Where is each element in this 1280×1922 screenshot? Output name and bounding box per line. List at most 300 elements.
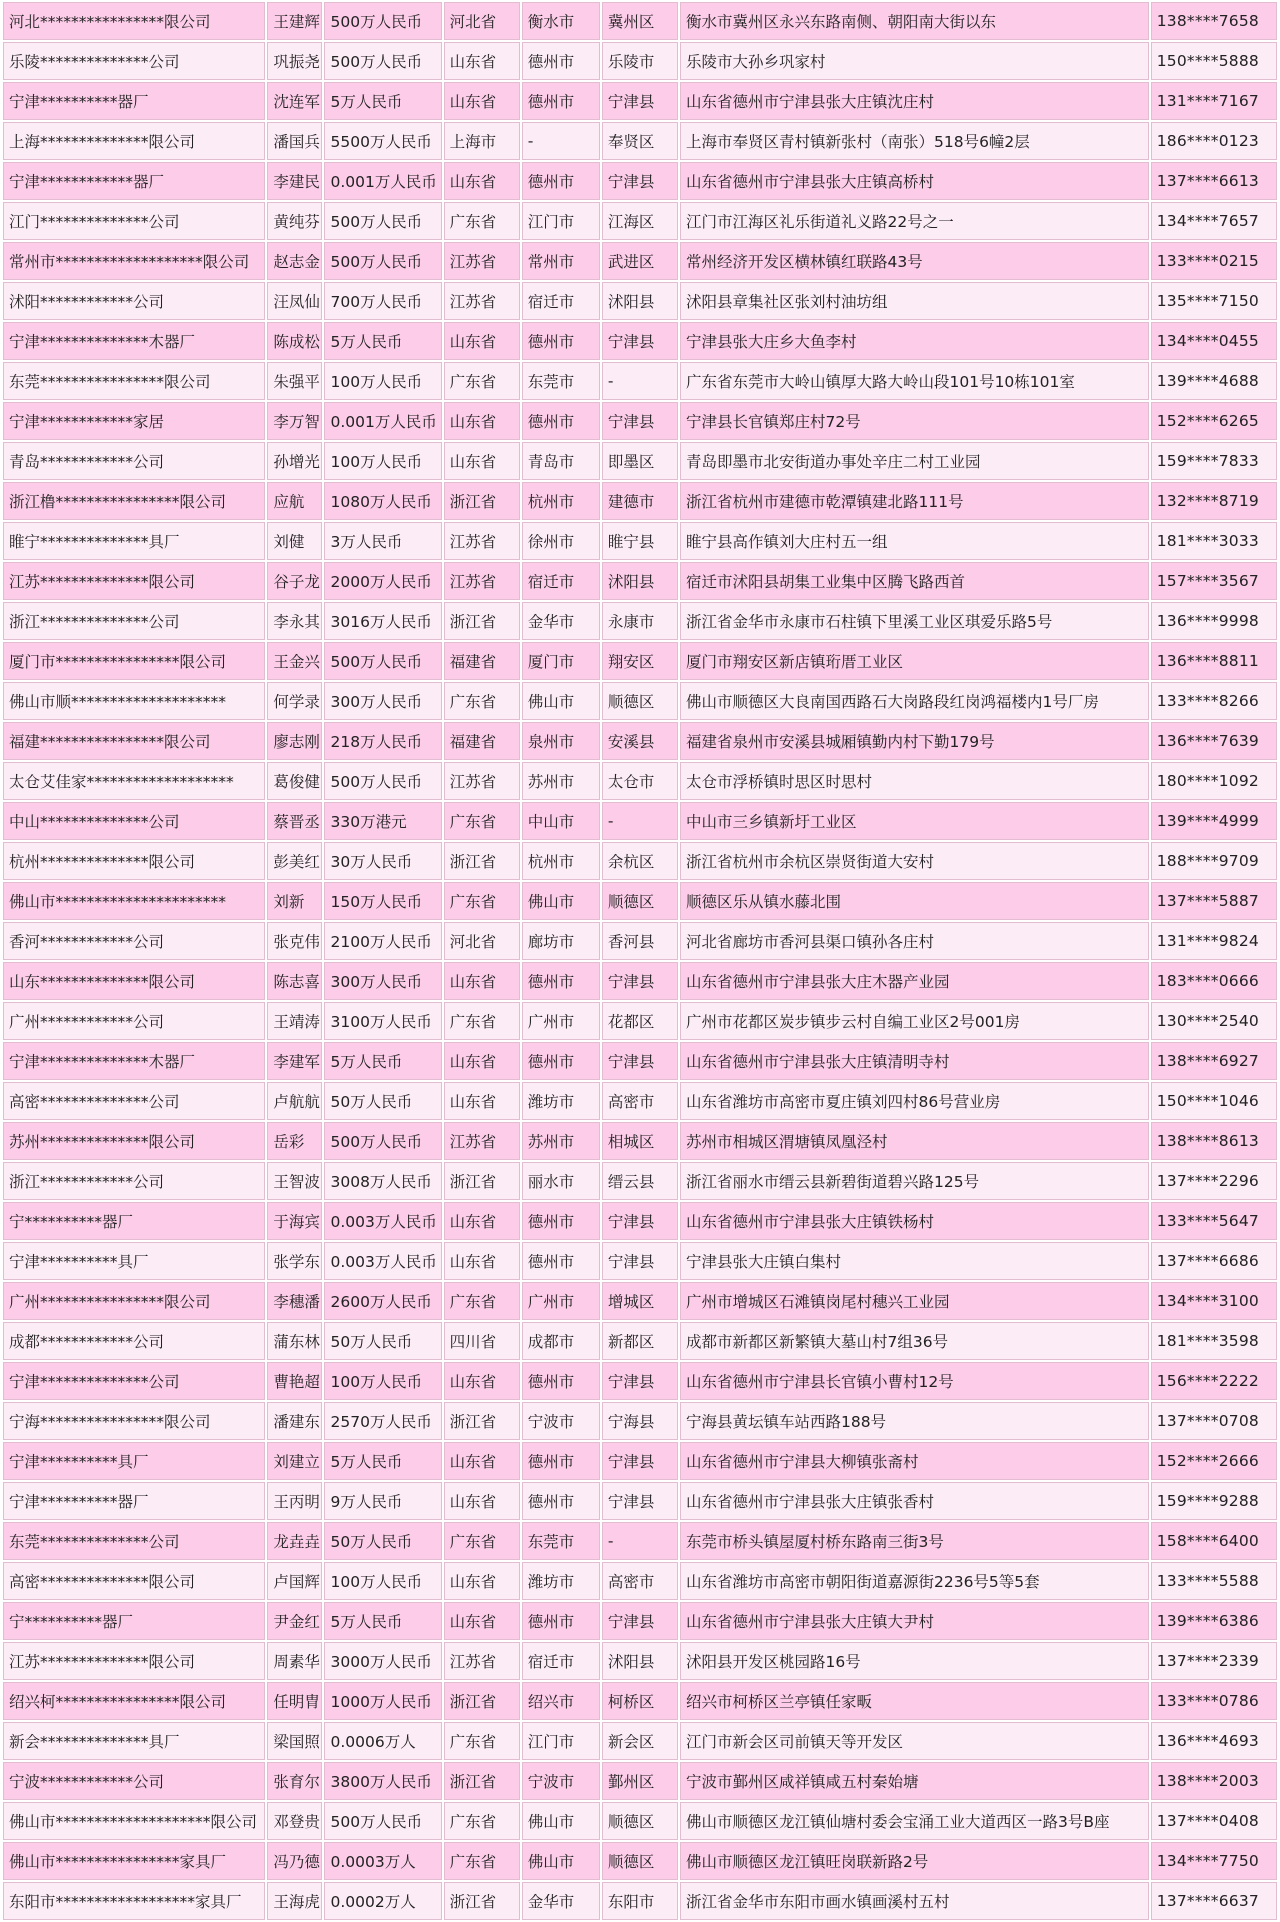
district-cell: 增城区 (602, 1282, 678, 1320)
city-cell: 佛山市 (522, 1842, 600, 1880)
company-name-cell: 中山**************公司 (3, 802, 265, 840)
table-row (3, 42, 1277, 80)
registered-capital-cell: 500万人民币 (324, 1122, 441, 1160)
company-name-cell: 广州************公司 (3, 1002, 265, 1040)
city-cell: 潍坊市 (522, 1562, 600, 1600)
registered-capital-cell: 3800万人民币 (324, 1762, 441, 1800)
city-cell: 德州市 (522, 962, 600, 1000)
company-name-cell: 沭阳************公司 (3, 282, 265, 320)
table-row (3, 1882, 1277, 1920)
contact-name-cell: 赵志金 (267, 242, 322, 280)
table-row (3, 2, 1277, 40)
district-cell: 新都区 (602, 1322, 678, 1360)
registered-capital-cell: 330万港元 (324, 802, 441, 840)
company-name-cell: 苏州**************限公司 (3, 1122, 265, 1160)
company-name-cell: 广州****************限公司 (3, 1282, 265, 1320)
province-cell: 山东省 (444, 1362, 520, 1400)
contact-name-cell: 谷子龙 (267, 562, 322, 600)
phone-cell: 134****3100 (1151, 1282, 1277, 1320)
city-cell: 东莞市 (522, 362, 600, 400)
address-cell: 山东省潍坊市高密市朝阳街道嘉源街2236号5等5套 (680, 1562, 1149, 1600)
district-cell: 武进区 (602, 242, 678, 280)
phone-cell: 138****2003 (1151, 1762, 1277, 1800)
address-cell: 厦门市翔安区新店镇珩厝工业区 (680, 642, 1149, 680)
company-name-cell: 东莞**************公司 (3, 1522, 265, 1560)
phone-cell: 188****9709 (1151, 842, 1277, 880)
address-cell: 山东省德州市宁津县张大庄镇铁杨村 (680, 1202, 1149, 1240)
district-cell: 顺德区 (602, 1842, 678, 1880)
province-cell: 山东省 (444, 402, 520, 440)
district-cell: 睢宁县 (602, 522, 678, 560)
address-cell: 太仓市浮桥镇时思区时思村 (680, 762, 1149, 800)
table-row (3, 882, 1277, 920)
table-row (3, 1562, 1277, 1600)
district-cell: 顺德区 (602, 1802, 678, 1840)
table-row (3, 1682, 1277, 1720)
district-cell: 沭阳县 (602, 562, 678, 600)
contact-name-cell: 汪凤仙 (267, 282, 322, 320)
phone-cell: 133****5588 (1151, 1562, 1277, 1600)
table-row (3, 1762, 1277, 1800)
address-cell: 青岛即墨市北安街道办事处辛庄二村工业园 (680, 442, 1149, 480)
district-cell: 安溪县 (602, 722, 678, 760)
address-cell: 沭阳县章集社区张刘村油坊组 (680, 282, 1149, 320)
registered-capital-cell: 30万人民币 (324, 842, 441, 880)
province-cell: 江苏省 (444, 1642, 520, 1680)
city-cell: 宁波市 (522, 1762, 600, 1800)
registered-capital-cell: 500万人民币 (324, 242, 441, 280)
address-cell: 衡水市冀州区永兴东路南侧、朝阳南大街以东 (680, 2, 1149, 40)
district-cell: 沭阳县 (602, 1642, 678, 1680)
province-cell: 广东省 (444, 1522, 520, 1560)
province-cell: 广东省 (444, 1802, 520, 1840)
contact-name-cell: 王金兴 (267, 642, 322, 680)
table-row (3, 1162, 1277, 1200)
city-cell: 厦门市 (522, 642, 600, 680)
table-row (3, 562, 1277, 600)
contact-name-cell: 李建军 (267, 1042, 322, 1080)
registered-capital-cell: 150万人民币 (324, 882, 441, 920)
district-cell: 宁津县 (602, 1482, 678, 1520)
table-row (3, 1482, 1277, 1520)
district-cell: 鄞州区 (602, 1762, 678, 1800)
phone-cell: 139****4688 (1151, 362, 1277, 400)
contact-name-cell: 潘国兵 (267, 122, 322, 160)
contact-name-cell: 王靖涛 (267, 1002, 322, 1040)
phone-cell: 134****7657 (1151, 202, 1277, 240)
city-cell: 佛山市 (522, 1802, 600, 1840)
registered-capital-cell: 500万人民币 (324, 202, 441, 240)
phone-cell: 138****7658 (1151, 2, 1277, 40)
company-name-cell: 高密**************限公司 (3, 1562, 265, 1600)
address-cell: 浙江省丽水市缙云县新碧街道碧兴路125号 (680, 1162, 1149, 1200)
phone-cell: 136****8811 (1151, 642, 1277, 680)
district-cell: 奉贤区 (602, 122, 678, 160)
registered-capital-cell: 500万人民币 (324, 1802, 441, 1840)
city-cell: 宁波市 (522, 1402, 600, 1440)
registered-capital-cell: 3016万人民币 (324, 602, 441, 640)
address-cell: 广东省东莞市大岭山镇厚大路大岭山段101号10栋101室 (680, 362, 1149, 400)
contact-name-cell: 卢航航 (267, 1082, 322, 1120)
province-cell: 山东省 (444, 1242, 520, 1280)
province-cell: 山东省 (444, 1482, 520, 1520)
address-cell: 宁波市鄞州区咸祥镇咸五村秦始塘 (680, 1762, 1149, 1800)
city-cell: 宿迁市 (522, 562, 600, 600)
registered-capital-cell: 0.0006万人 (324, 1722, 441, 1760)
province-cell: 山东省 (444, 1042, 520, 1080)
city-cell: 佛山市 (522, 882, 600, 920)
company-name-cell: 宁津**********器厂 (3, 82, 265, 120)
registered-capital-cell: 0.003万人民币 (324, 1242, 441, 1280)
registered-capital-cell: 5万人民币 (324, 1602, 441, 1640)
contact-name-cell: 葛俊健 (267, 762, 322, 800)
company-name-cell: 福建****************限公司 (3, 722, 265, 760)
district-cell: 花都区 (602, 1002, 678, 1040)
address-cell: 福建省泉州市安溪县城厢镇勤内村下勤179号 (680, 722, 1149, 760)
contact-name-cell: 陈成松 (267, 322, 322, 360)
company-name-cell: 宁**********器厂 (3, 1602, 265, 1640)
address-cell: 佛山市顺德区龙江镇旺岗联新路2号 (680, 1842, 1149, 1880)
company-name-cell: 宁津**********具厂 (3, 1242, 265, 1280)
phone-cell: 181****3598 (1151, 1322, 1277, 1360)
registered-capital-cell: 3万人民币 (324, 522, 441, 560)
province-cell: 广东省 (444, 1842, 520, 1880)
city-cell: 德州市 (522, 1482, 600, 1520)
phone-cell: 186****0123 (1151, 122, 1277, 160)
city-cell: 成都市 (522, 1322, 600, 1360)
phone-cell: 135****7150 (1151, 282, 1277, 320)
district-cell: 冀州区 (602, 2, 678, 40)
phone-cell: 139****6386 (1151, 1602, 1277, 1640)
address-cell: 山东省德州市宁津县张大庄镇清明寺村 (680, 1042, 1149, 1080)
registered-capital-cell: 218万人民币 (324, 722, 441, 760)
company-name-cell: 江苏**************限公司 (3, 1642, 265, 1680)
contact-name-cell: 任明胄 (267, 1682, 322, 1720)
address-cell: 沭阳县开发区桃园路16号 (680, 1642, 1149, 1680)
contact-name-cell: 彭美红 (267, 842, 322, 880)
company-name-cell: 佛山市********************限公司 (3, 1802, 265, 1840)
contact-name-cell: 李穗潘 (267, 1282, 322, 1320)
city-cell: 德州市 (522, 322, 600, 360)
address-cell: 顺德区乐从镇水藤北围 (680, 882, 1149, 920)
table-row (3, 682, 1277, 720)
province-cell: 山东省 (444, 1082, 520, 1120)
city-cell: 德州市 (522, 1442, 600, 1480)
phone-cell: 132****8719 (1151, 482, 1277, 520)
contact-name-cell: 曹艳超 (267, 1362, 322, 1400)
district-cell: 宁津县 (602, 1242, 678, 1280)
company-name-cell: 宁津**********器厂 (3, 1482, 265, 1520)
city-cell: 宿迁市 (522, 282, 600, 320)
province-cell: 江苏省 (444, 562, 520, 600)
address-cell: 山东省德州市宁津县张大庄木器产业园 (680, 962, 1149, 1000)
address-cell: 宿迁市沭阳县胡集工业集中区腾飞路西首 (680, 562, 1149, 600)
contact-name-cell: 朱强平 (267, 362, 322, 400)
province-cell: 山东省 (444, 442, 520, 480)
address-cell: 苏州市相城区渭塘镇凤凰泾村 (680, 1122, 1149, 1160)
phone-cell: 150****5888 (1151, 42, 1277, 80)
table-row (3, 482, 1277, 520)
address-cell: 佛山市顺德区大良南国西路石大岗路段红岗鸿福楼内1号厂房 (680, 682, 1149, 720)
contact-name-cell: 刘建立 (267, 1442, 322, 1480)
registered-capital-cell: 5500万人民币 (324, 122, 441, 160)
contact-name-cell: 沈连军 (267, 82, 322, 120)
city-cell: 江门市 (522, 1722, 600, 1760)
phone-cell: 152****6265 (1151, 402, 1277, 440)
table-row (3, 122, 1277, 160)
district-cell: 永康市 (602, 602, 678, 640)
registered-capital-cell: 500万人民币 (324, 642, 441, 680)
district-cell: 柯桥区 (602, 1682, 678, 1720)
district-cell: 宁津县 (602, 82, 678, 120)
company-name-cell: 宁**********器厂 (3, 1202, 265, 1240)
phone-cell: 134****0455 (1151, 322, 1277, 360)
contact-name-cell: 何学录 (267, 682, 322, 720)
phone-cell: 150****1046 (1151, 1082, 1277, 1120)
contact-name-cell: 刘健 (267, 522, 322, 560)
registered-capital-cell: 500万人民币 (324, 762, 441, 800)
district-cell: 宁津县 (602, 162, 678, 200)
registered-capital-cell: 500万人民币 (324, 42, 441, 80)
table-row (3, 1842, 1277, 1880)
contact-name-cell: 巩振尧 (267, 42, 322, 80)
address-cell: 宁津县张大庄镇白集村 (680, 1242, 1149, 1280)
phone-cell: 159****9288 (1151, 1482, 1277, 1520)
city-cell: 德州市 (522, 402, 600, 440)
city-cell: - (522, 122, 600, 160)
phone-cell: 157****3567 (1151, 562, 1277, 600)
company-name-cell: 河北****************限公司 (3, 2, 265, 40)
province-cell: 广东省 (444, 1722, 520, 1760)
district-cell: 东阳市 (602, 1882, 678, 1920)
province-cell: 福建省 (444, 642, 520, 680)
phone-cell: 133****8266 (1151, 682, 1277, 720)
city-cell: 德州市 (522, 1362, 600, 1400)
table-row (3, 242, 1277, 280)
contact-name-cell: 龙垚垚 (267, 1522, 322, 1560)
company-name-cell: 佛山市顺******************** (3, 682, 265, 720)
city-cell: 丽水市 (522, 1162, 600, 1200)
contact-name-cell: 李建民 (267, 162, 322, 200)
company-name-cell: 宁津************器厂 (3, 162, 265, 200)
registered-capital-cell: 9万人民币 (324, 1482, 441, 1520)
phone-cell: 133****0786 (1151, 1682, 1277, 1720)
table-row (3, 1122, 1277, 1160)
province-cell: 广东省 (444, 802, 520, 840)
address-cell: 广州市花都区炭步镇步云村自编工业区2号001房 (680, 1002, 1149, 1040)
city-cell: 德州市 (522, 162, 600, 200)
company-name-cell: 宁海****************限公司 (3, 1402, 265, 1440)
contact-name-cell: 梁国照 (267, 1722, 322, 1760)
registered-capital-cell: 50万人民币 (324, 1522, 441, 1560)
contact-name-cell: 尹金红 (267, 1602, 322, 1640)
table-row (3, 722, 1277, 760)
city-cell: 德州市 (522, 1602, 600, 1640)
company-name-cell: 东莞****************限公司 (3, 362, 265, 400)
phone-cell: 133****5647 (1151, 1202, 1277, 1240)
province-cell: 河北省 (444, 2, 520, 40)
table-row (3, 1402, 1277, 1440)
table-row (3, 282, 1277, 320)
company-name-cell: 乐陵**************公司 (3, 42, 265, 80)
table-row (3, 1642, 1277, 1680)
address-cell: 常州经济开发区横林镇红联路43号 (680, 242, 1149, 280)
city-cell: 杭州市 (522, 482, 600, 520)
address-cell: 浙江省金华市东阳市画水镇画溪村五村 (680, 1882, 1149, 1920)
contact-name-cell: 王智波 (267, 1162, 322, 1200)
company-name-cell: 宁津************家居 (3, 402, 265, 440)
address-cell: 山东省潍坊市高密市夏庄镇刘四村86号营业房 (680, 1082, 1149, 1120)
registered-capital-cell: 2000万人民币 (324, 562, 441, 600)
contact-name-cell: 王丙明 (267, 1482, 322, 1520)
province-cell: 广东省 (444, 362, 520, 400)
address-cell: 广州市增城区石滩镇岗尾村穗兴工业园 (680, 1282, 1149, 1320)
company-name-cell: 睢宁**************具厂 (3, 522, 265, 560)
address-cell: 江门市江海区礼乐街道礼义路22号之一 (680, 202, 1149, 240)
company-name-cell: 香河************公司 (3, 922, 265, 960)
table-row (3, 162, 1277, 200)
phone-cell: 138****8613 (1151, 1122, 1277, 1160)
address-cell: 成都市新都区新繁镇大墓山村7组36号 (680, 1322, 1149, 1360)
address-cell: 浙江省金华市永康市石柱镇下里溪工业区琪爱乐路5号 (680, 602, 1149, 640)
table-row (3, 922, 1277, 960)
table-row (3, 1802, 1277, 1840)
company-name-cell: 江门**************公司 (3, 202, 265, 240)
company-name-cell: 上海**************限公司 (3, 122, 265, 160)
phone-cell: 137****2296 (1151, 1162, 1277, 1200)
contact-name-cell: 孙增光 (267, 442, 322, 480)
registered-capital-cell: 3100万人民币 (324, 1002, 441, 1040)
district-cell: - (602, 362, 678, 400)
city-cell: 常州市 (522, 242, 600, 280)
registered-capital-cell: 100万人民币 (324, 362, 441, 400)
table-row (3, 762, 1277, 800)
table-row (3, 362, 1277, 400)
address-cell: 睢宁县高作镇刘大庄村五一组 (680, 522, 1149, 560)
address-cell: 河北省廊坊市香河县渠口镇孙各庄村 (680, 922, 1149, 960)
phone-cell: 134****7750 (1151, 1842, 1277, 1880)
contact-name-cell: 张学东 (267, 1242, 322, 1280)
registered-capital-cell: 0.001万人民币 (324, 162, 441, 200)
phone-cell: 130****2540 (1151, 1002, 1277, 1040)
province-cell: 江苏省 (444, 522, 520, 560)
company-name-cell: 东阳市******************家具厂 (3, 1882, 265, 1920)
city-cell: 德州市 (522, 1242, 600, 1280)
contact-name-cell: 张育尔 (267, 1762, 322, 1800)
registered-capital-cell: 100万人民币 (324, 1562, 441, 1600)
contact-name-cell: 陈志喜 (267, 962, 322, 1000)
district-cell: 顺德区 (602, 682, 678, 720)
table-row (3, 1602, 1277, 1640)
company-name-cell: 杭州**************限公司 (3, 842, 265, 880)
company-name-cell: 宁津**************木器厂 (3, 1042, 265, 1080)
contact-name-cell: 王海虎 (267, 1882, 322, 1920)
city-cell: 徐州市 (522, 522, 600, 560)
district-cell: - (602, 802, 678, 840)
registered-capital-cell: 1000万人民币 (324, 1682, 441, 1720)
company-table-body (3, 2, 1277, 1920)
company-name-cell: 常州市*******************限公司 (3, 242, 265, 280)
province-cell: 山东省 (444, 1562, 520, 1600)
registered-capital-cell: 100万人民币 (324, 442, 441, 480)
company-name-cell: 成都************公司 (3, 1322, 265, 1360)
table-row (3, 1322, 1277, 1360)
registered-capital-cell: 1080万人民币 (324, 482, 441, 520)
table-row (3, 842, 1277, 880)
phone-cell: 136****9998 (1151, 602, 1277, 640)
province-cell: 山东省 (444, 1202, 520, 1240)
table-row (3, 602, 1277, 640)
company-name-cell: 高密**************公司 (3, 1082, 265, 1120)
address-cell: 浙江省杭州市建德市乾潭镇建北路111号 (680, 482, 1149, 520)
contact-name-cell: 潘建东 (267, 1402, 322, 1440)
city-cell: 青岛市 (522, 442, 600, 480)
district-cell: 即墨区 (602, 442, 678, 480)
city-cell: 中山市 (522, 802, 600, 840)
province-cell: 浙江省 (444, 1882, 520, 1920)
district-cell: 宁津县 (602, 1442, 678, 1480)
city-cell: 绍兴市 (522, 1682, 600, 1720)
address-cell: 山东省德州市宁津县长官镇小曹村12号 (680, 1362, 1149, 1400)
contact-name-cell: 周素华 (267, 1642, 322, 1680)
contact-name-cell: 李永其 (267, 602, 322, 640)
address-cell: 山东省德州市宁津县张大庄镇大尹村 (680, 1602, 1149, 1640)
city-cell: 东莞市 (522, 1522, 600, 1560)
province-cell: 四川省 (444, 1322, 520, 1360)
province-cell: 浙江省 (444, 1682, 520, 1720)
company-name-cell: 宁津**************木器厂 (3, 322, 265, 360)
district-cell: 宁津县 (602, 1202, 678, 1240)
city-cell: 广州市 (522, 1002, 600, 1040)
company-name-cell: 浙江************公司 (3, 1162, 265, 1200)
table-row (3, 1042, 1277, 1080)
phone-cell: 158****6400 (1151, 1522, 1277, 1560)
district-cell: 相城区 (602, 1122, 678, 1160)
district-cell: 沭阳县 (602, 282, 678, 320)
registered-capital-cell: 0.0003万人 (324, 1842, 441, 1880)
phone-cell: 137****2339 (1151, 1642, 1277, 1680)
registered-capital-cell: 0.001万人民币 (324, 402, 441, 440)
contact-name-cell: 岳彩 (267, 1122, 322, 1160)
address-cell: 山东省德州市宁津县张大庄镇高桥村 (680, 162, 1149, 200)
city-cell: 廊坊市 (522, 922, 600, 960)
province-cell: 河北省 (444, 922, 520, 960)
city-cell: 德州市 (522, 1202, 600, 1240)
phone-cell: 137****6637 (1151, 1882, 1277, 1920)
table-row (3, 1002, 1277, 1040)
address-cell: 东莞市桥头镇屋厦村桥东路南三街3号 (680, 1522, 1149, 1560)
province-cell: 江苏省 (444, 282, 520, 320)
table-row (3, 1242, 1277, 1280)
city-cell: 衡水市 (522, 2, 600, 40)
province-cell: 山东省 (444, 322, 520, 360)
address-cell: 宁海县黄坛镇车站西路188号 (680, 1402, 1149, 1440)
address-cell: 乐陵市大孙乡巩家村 (680, 42, 1149, 80)
province-cell: 山东省 (444, 1442, 520, 1480)
phone-cell: 137****6613 (1151, 162, 1277, 200)
contact-name-cell: 蔡晋丞 (267, 802, 322, 840)
address-cell: 宁津县张大庄乡大鱼李村 (680, 322, 1149, 360)
phone-cell: 137****6686 (1151, 1242, 1277, 1280)
district-cell: 顺德区 (602, 882, 678, 920)
city-cell: 宿迁市 (522, 1642, 600, 1680)
province-cell: 山东省 (444, 962, 520, 1000)
phone-cell: 137****0708 (1151, 1402, 1277, 1440)
registered-capital-cell: 5万人民币 (324, 1042, 441, 1080)
contact-name-cell: 李万智 (267, 402, 322, 440)
city-cell: 广州市 (522, 1282, 600, 1320)
registered-capital-cell: 700万人民币 (324, 282, 441, 320)
